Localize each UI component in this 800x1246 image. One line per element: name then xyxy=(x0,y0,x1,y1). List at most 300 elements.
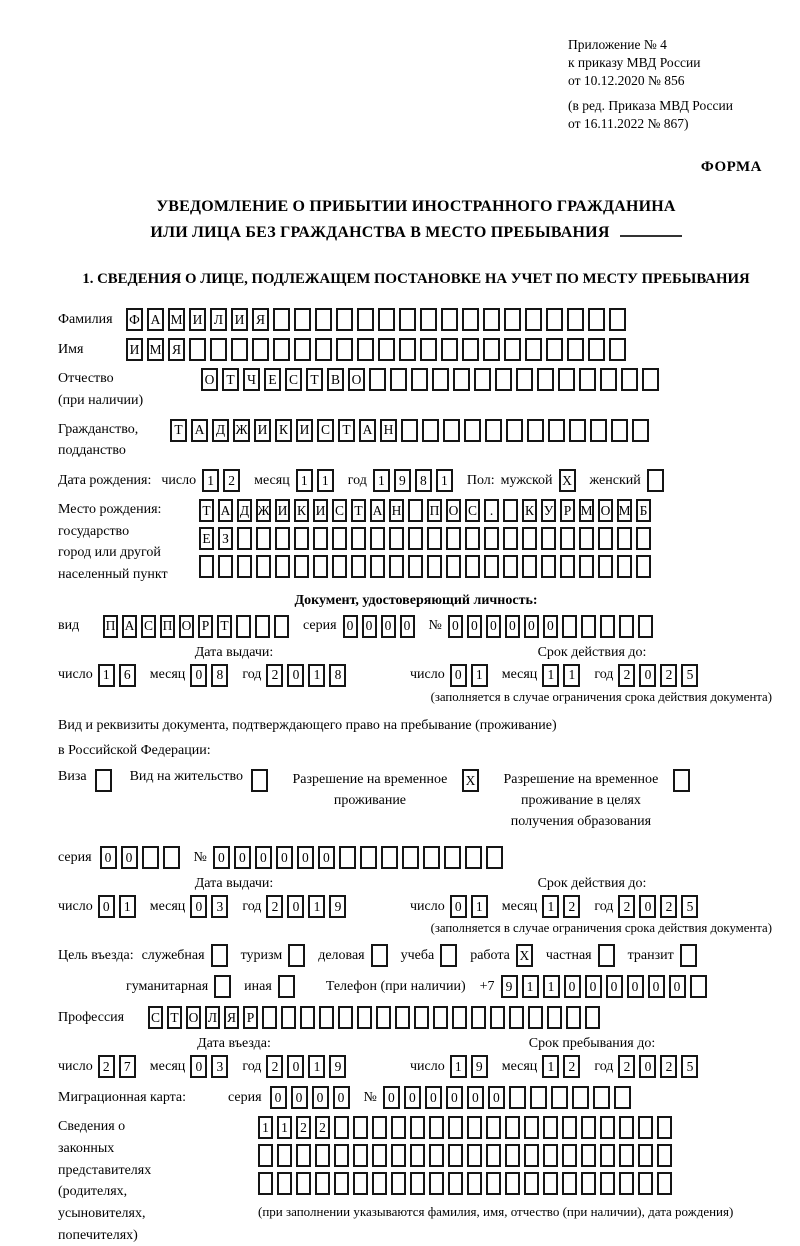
char-cell[interactable] xyxy=(619,1172,634,1195)
char-cell[interactable]: 0 xyxy=(564,975,581,998)
char-cell[interactable]: К xyxy=(294,499,309,522)
char-cell[interactable]: 0 xyxy=(404,1086,421,1109)
char-cell[interactable] xyxy=(617,555,632,578)
char-cell[interactable] xyxy=(420,338,437,361)
char-cell[interactable] xyxy=(632,419,649,442)
char-cell[interactable] xyxy=(372,1172,387,1195)
char-cell[interactable] xyxy=(528,1006,543,1029)
char-cell[interactable]: З xyxy=(218,527,233,550)
char-cell[interactable] xyxy=(527,419,544,442)
char-cell[interactable]: 2 xyxy=(315,1116,330,1139)
char-cell[interactable]: 1 xyxy=(563,664,580,687)
char-cell[interactable] xyxy=(486,1144,501,1167)
char-cell[interactable] xyxy=(294,338,311,361)
char-cell[interactable]: 2 xyxy=(618,664,635,687)
char-cell[interactable] xyxy=(485,419,502,442)
char-cell[interactable]: Я xyxy=(252,308,269,331)
char-cell[interactable]: А xyxy=(122,615,137,638)
char-cell[interactable] xyxy=(484,527,499,550)
char-cell[interactable] xyxy=(372,1144,387,1167)
char-cell[interactable] xyxy=(581,615,596,638)
char-cell[interactable]: А xyxy=(147,308,164,331)
char-cell[interactable] xyxy=(236,615,251,638)
char-cell[interactable] xyxy=(370,527,385,550)
char-cell[interactable] xyxy=(381,846,398,869)
char-cell[interactable]: 0 xyxy=(276,846,293,869)
char-cell[interactable]: 0 xyxy=(190,1055,207,1078)
char-cell[interactable]: 0 xyxy=(450,664,467,687)
char-cell[interactable] xyxy=(486,1116,501,1139)
char-cell[interactable] xyxy=(332,555,347,578)
char-cell[interactable] xyxy=(281,1006,296,1029)
char-cell[interactable] xyxy=(370,555,385,578)
char-cell[interactable] xyxy=(237,555,252,578)
char-cell[interactable] xyxy=(474,368,491,391)
char-cell[interactable] xyxy=(486,846,503,869)
char-cell[interactable] xyxy=(562,615,577,638)
char-cell[interactable] xyxy=(524,1144,539,1167)
char-cell[interactable]: 0 xyxy=(234,846,251,869)
char-cell[interactable]: 0 xyxy=(291,1086,308,1109)
char-cell[interactable] xyxy=(300,1006,315,1029)
char-cell[interactable]: Ч xyxy=(243,368,260,391)
char-cell[interactable]: Е xyxy=(199,527,214,550)
char-cell[interactable]: 2 xyxy=(266,664,283,687)
char-cell[interactable]: 0 xyxy=(585,975,602,998)
char-cell[interactable]: 1 xyxy=(308,664,325,687)
char-cell[interactable] xyxy=(546,338,563,361)
char-cell[interactable] xyxy=(401,419,418,442)
char-cell[interactable]: 3 xyxy=(211,1055,228,1078)
char-cell[interactable] xyxy=(427,555,442,578)
char-cell[interactable] xyxy=(588,308,605,331)
char-cell[interactable] xyxy=(462,338,479,361)
char-cell[interactable] xyxy=(486,1172,501,1195)
char-cell[interactable] xyxy=(600,368,617,391)
char-cell[interactable]: 0 xyxy=(639,1055,656,1078)
char-cell[interactable]: 0 xyxy=(287,1055,304,1078)
char-cell[interactable] xyxy=(410,1116,425,1139)
char-cell[interactable] xyxy=(357,1006,372,1029)
char-cell[interactable]: 0 xyxy=(255,846,272,869)
char-cell[interactable]: И xyxy=(275,499,290,522)
char-cell[interactable]: Р xyxy=(243,1006,258,1029)
char-cell[interactable]: У xyxy=(541,499,556,522)
char-cell[interactable] xyxy=(525,308,542,331)
char-cell[interactable] xyxy=(334,1172,349,1195)
char-cell[interactable]: 9 xyxy=(471,1055,488,1078)
char-cell[interactable]: 0 xyxy=(318,846,335,869)
char-cell[interactable] xyxy=(619,1116,634,1139)
char-cell[interactable] xyxy=(505,1116,520,1139)
char-cell[interactable]: 2 xyxy=(98,1055,115,1078)
char-cell[interactable] xyxy=(505,1172,520,1195)
char-cell[interactable] xyxy=(256,527,271,550)
char-cell[interactable]: 0 xyxy=(213,846,230,869)
char-cell[interactable]: В xyxy=(327,368,344,391)
char-cell[interactable]: Ж xyxy=(256,499,271,522)
char-cell[interactable] xyxy=(288,944,305,967)
char-cell[interactable] xyxy=(579,368,596,391)
char-cell[interactable] xyxy=(690,975,707,998)
char-cell[interactable] xyxy=(258,1144,273,1167)
char-cell[interactable]: 1 xyxy=(543,975,560,998)
char-cell[interactable] xyxy=(351,555,366,578)
char-cell[interactable] xyxy=(275,555,290,578)
char-cell[interactable]: П xyxy=(160,615,175,638)
char-cell[interactable]: 8 xyxy=(415,469,432,492)
char-cell[interactable]: 0 xyxy=(467,1086,484,1109)
char-cell[interactable]: 1 xyxy=(542,664,559,687)
char-cell[interactable] xyxy=(423,846,440,869)
char-cell[interactable]: 0 xyxy=(270,1086,287,1109)
char-cell[interactable] xyxy=(598,527,613,550)
char-cell[interactable] xyxy=(351,527,366,550)
char-cell[interactable] xyxy=(420,308,437,331)
char-cell[interactable] xyxy=(548,419,565,442)
char-cell[interactable]: 2 xyxy=(660,1055,677,1078)
char-cell[interactable]: М xyxy=(147,338,164,361)
char-cell[interactable] xyxy=(611,419,628,442)
char-cell[interactable] xyxy=(522,527,537,550)
char-cell[interactable]: 8 xyxy=(329,664,346,687)
char-cell[interactable] xyxy=(448,1144,463,1167)
char-cell[interactable] xyxy=(441,308,458,331)
char-cell[interactable] xyxy=(336,338,353,361)
char-cell[interactable] xyxy=(422,419,439,442)
char-cell[interactable] xyxy=(452,1006,467,1029)
char-cell[interactable] xyxy=(581,1116,596,1139)
char-cell[interactable] xyxy=(371,944,388,967)
char-cell[interactable]: 1 xyxy=(308,1055,325,1078)
char-cell[interactable] xyxy=(504,338,521,361)
char-cell[interactable] xyxy=(433,1006,448,1029)
char-cell[interactable] xyxy=(657,1172,672,1195)
char-cell[interactable] xyxy=(410,1144,425,1167)
char-cell[interactable]: 0 xyxy=(450,895,467,918)
char-cell[interactable] xyxy=(427,527,442,550)
char-cell[interactable] xyxy=(410,1172,425,1195)
char-cell[interactable]: 2 xyxy=(266,1055,283,1078)
char-cell[interactable]: 0 xyxy=(121,846,138,869)
char-cell[interactable] xyxy=(619,615,634,638)
char-cell[interactable] xyxy=(522,555,537,578)
char-cell[interactable]: 2 xyxy=(618,895,635,918)
char-cell[interactable]: Р xyxy=(560,499,575,522)
char-cell[interactable]: 1 xyxy=(258,1116,273,1139)
char-cell[interactable] xyxy=(255,615,270,638)
char-cell[interactable]: 2 xyxy=(296,1116,311,1139)
char-cell[interactable] xyxy=(483,338,500,361)
char-cell[interactable] xyxy=(490,1006,505,1029)
char-cell[interactable]: 0 xyxy=(190,895,207,918)
char-cell[interactable]: 1 xyxy=(436,469,453,492)
char-cell[interactable] xyxy=(251,769,268,792)
char-cell[interactable]: 0 xyxy=(467,615,482,638)
char-cell[interactable] xyxy=(313,527,328,550)
char-cell[interactable]: 0 xyxy=(400,615,415,638)
char-cell[interactable] xyxy=(567,308,584,331)
char-cell[interactable] xyxy=(567,338,584,361)
char-cell[interactable] xyxy=(572,1086,589,1109)
char-cell[interactable] xyxy=(504,308,521,331)
char-cell[interactable]: Т xyxy=(167,1006,182,1029)
char-cell[interactable]: О xyxy=(186,1006,201,1029)
char-cell[interactable] xyxy=(237,527,252,550)
char-cell[interactable]: 2 xyxy=(660,895,677,918)
char-cell[interactable] xyxy=(506,419,523,442)
char-cell[interactable] xyxy=(636,527,651,550)
char-cell[interactable]: Е xyxy=(264,368,281,391)
char-cell[interactable]: Т xyxy=(170,419,187,442)
char-cell[interactable] xyxy=(541,527,556,550)
char-cell[interactable]: К xyxy=(522,499,537,522)
char-cell[interactable] xyxy=(448,1172,463,1195)
char-cell[interactable] xyxy=(231,338,248,361)
char-cell[interactable]: Т xyxy=(351,499,366,522)
char-cell[interactable]: М xyxy=(617,499,632,522)
char-cell[interactable] xyxy=(617,527,632,550)
char-cell[interactable]: И xyxy=(254,419,271,442)
char-cell[interactable] xyxy=(558,368,575,391)
char-cell[interactable]: 2 xyxy=(618,1055,635,1078)
char-cell[interactable] xyxy=(446,555,461,578)
char-cell[interactable] xyxy=(275,527,290,550)
char-cell[interactable]: X xyxy=(462,769,479,792)
char-cell[interactable] xyxy=(543,1144,558,1167)
char-cell[interactable] xyxy=(495,368,512,391)
char-cell[interactable]: 5 xyxy=(681,895,698,918)
char-cell[interactable] xyxy=(315,1172,330,1195)
char-cell[interactable] xyxy=(262,1006,277,1029)
char-cell[interactable] xyxy=(441,338,458,361)
char-cell[interactable]: С xyxy=(285,368,302,391)
char-cell[interactable] xyxy=(524,1172,539,1195)
char-cell[interactable] xyxy=(543,1116,558,1139)
char-cell[interactable] xyxy=(562,1172,577,1195)
char-cell[interactable] xyxy=(443,419,460,442)
char-cell[interactable]: А xyxy=(359,419,376,442)
char-cell[interactable]: Т xyxy=(199,499,214,522)
char-cell[interactable] xyxy=(524,1116,539,1139)
char-cell[interactable]: 2 xyxy=(266,895,283,918)
char-cell[interactable]: М xyxy=(579,499,594,522)
char-cell[interactable] xyxy=(357,308,374,331)
char-cell[interactable]: 1 xyxy=(308,895,325,918)
char-cell[interactable] xyxy=(95,769,112,792)
char-cell[interactable] xyxy=(503,499,518,522)
char-cell[interactable]: И xyxy=(189,308,206,331)
char-cell[interactable] xyxy=(353,1172,368,1195)
char-cell[interactable]: 2 xyxy=(563,895,580,918)
char-cell[interactable]: Н xyxy=(389,499,404,522)
char-cell[interactable] xyxy=(453,368,470,391)
char-cell[interactable]: А xyxy=(218,499,233,522)
char-cell[interactable] xyxy=(315,338,332,361)
char-cell[interactable] xyxy=(294,555,309,578)
char-cell[interactable]: 1 xyxy=(119,895,136,918)
char-cell[interactable] xyxy=(353,1116,368,1139)
char-cell[interactable] xyxy=(399,308,416,331)
char-cell[interactable] xyxy=(378,338,395,361)
char-cell[interactable] xyxy=(414,1006,429,1029)
char-cell[interactable] xyxy=(600,1144,615,1167)
char-cell[interactable]: Н xyxy=(380,419,397,442)
char-cell[interactable] xyxy=(562,1144,577,1167)
char-cell[interactable] xyxy=(199,555,214,578)
char-cell[interactable]: К xyxy=(275,419,292,442)
char-cell[interactable] xyxy=(296,1172,311,1195)
char-cell[interactable] xyxy=(294,308,311,331)
char-cell[interactable]: 0 xyxy=(524,615,539,638)
char-cell[interactable] xyxy=(581,1144,596,1167)
char-cell[interactable] xyxy=(560,555,575,578)
char-cell[interactable]: 1 xyxy=(471,895,488,918)
char-cell[interactable] xyxy=(566,1006,581,1029)
char-cell[interactable] xyxy=(614,1086,631,1109)
char-cell[interactable] xyxy=(446,527,461,550)
char-cell[interactable]: О xyxy=(598,499,613,522)
char-cell[interactable] xyxy=(585,1006,600,1029)
char-cell[interactable] xyxy=(509,1086,526,1109)
char-cell[interactable]: О xyxy=(348,368,365,391)
char-cell[interactable] xyxy=(336,308,353,331)
char-cell[interactable]: Б xyxy=(636,499,651,522)
char-cell[interactable] xyxy=(357,338,374,361)
char-cell[interactable] xyxy=(372,1116,387,1139)
char-cell[interactable] xyxy=(467,1116,482,1139)
char-cell[interactable] xyxy=(376,1006,391,1029)
char-cell[interactable] xyxy=(483,308,500,331)
char-cell[interactable] xyxy=(562,1116,577,1139)
char-cell[interactable] xyxy=(210,338,227,361)
char-cell[interactable] xyxy=(214,975,231,998)
char-cell[interactable]: 0 xyxy=(488,1086,505,1109)
char-cell[interactable]: М xyxy=(168,308,185,331)
char-cell[interactable] xyxy=(440,944,457,967)
char-cell[interactable]: 0 xyxy=(639,664,656,687)
char-cell[interactable]: И xyxy=(126,338,143,361)
char-cell[interactable] xyxy=(471,1006,486,1029)
char-cell[interactable] xyxy=(569,419,586,442)
char-cell[interactable]: И xyxy=(296,419,313,442)
char-cell[interactable] xyxy=(467,1144,482,1167)
char-cell[interactable] xyxy=(391,1116,406,1139)
char-cell[interactable]: 0 xyxy=(446,1086,463,1109)
char-cell[interactable] xyxy=(334,1144,349,1167)
char-cell[interactable] xyxy=(258,1172,273,1195)
char-cell[interactable]: 6 xyxy=(119,664,136,687)
char-cell[interactable]: И xyxy=(231,308,248,331)
char-cell[interactable] xyxy=(411,368,428,391)
char-cell[interactable]: 0 xyxy=(627,975,644,998)
char-cell[interactable] xyxy=(579,555,594,578)
char-cell[interactable] xyxy=(189,338,206,361)
char-cell[interactable]: Ж xyxy=(233,419,250,442)
char-cell[interactable] xyxy=(484,555,499,578)
char-cell[interactable] xyxy=(598,944,615,967)
char-cell[interactable]: П xyxy=(103,615,118,638)
char-cell[interactable] xyxy=(657,1144,672,1167)
char-cell[interactable]: 0 xyxy=(543,615,558,638)
char-cell[interactable]: 0 xyxy=(448,615,463,638)
char-cell[interactable] xyxy=(391,1172,406,1195)
char-cell[interactable]: 0 xyxy=(343,615,358,638)
char-cell[interactable]: 0 xyxy=(639,895,656,918)
char-cell[interactable]: 9 xyxy=(329,1055,346,1078)
char-cell[interactable]: Ф xyxy=(126,308,143,331)
char-cell[interactable] xyxy=(609,338,626,361)
char-cell[interactable]: Т xyxy=(222,368,239,391)
char-cell[interactable] xyxy=(503,527,518,550)
char-cell[interactable] xyxy=(274,615,289,638)
char-cell[interactable]: Я xyxy=(168,338,185,361)
char-cell[interactable] xyxy=(332,527,347,550)
char-cell[interactable]: 0 xyxy=(190,664,207,687)
char-cell[interactable]: О xyxy=(201,368,218,391)
char-cell[interactable]: 8 xyxy=(211,664,228,687)
char-cell[interactable]: 9 xyxy=(501,975,518,998)
char-cell[interactable]: 1 xyxy=(522,975,539,998)
char-cell[interactable] xyxy=(277,1172,292,1195)
char-cell[interactable]: С xyxy=(148,1006,163,1029)
char-cell[interactable] xyxy=(273,338,290,361)
char-cell[interactable]: 1 xyxy=(373,469,390,492)
char-cell[interactable]: С xyxy=(465,499,480,522)
char-cell[interactable] xyxy=(551,1086,568,1109)
char-cell[interactable] xyxy=(391,1144,406,1167)
char-cell[interactable]: 7 xyxy=(119,1055,136,1078)
char-cell[interactable]: 0 xyxy=(312,1086,329,1109)
char-cell[interactable] xyxy=(541,555,556,578)
char-cell[interactable] xyxy=(600,1116,615,1139)
char-cell[interactable] xyxy=(395,1006,410,1029)
char-cell[interactable] xyxy=(642,368,659,391)
char-cell[interactable] xyxy=(402,846,419,869)
char-cell[interactable] xyxy=(389,527,404,550)
char-cell[interactable]: 1 xyxy=(450,1055,467,1078)
char-cell[interactable] xyxy=(390,368,407,391)
char-cell[interactable]: Т xyxy=(338,419,355,442)
char-cell[interactable]: 1 xyxy=(542,1055,559,1078)
char-cell[interactable]: 0 xyxy=(98,895,115,918)
char-cell[interactable] xyxy=(294,527,309,550)
char-cell[interactable] xyxy=(593,1086,610,1109)
char-cell[interactable]: 9 xyxy=(394,469,411,492)
char-cell[interactable]: 9 xyxy=(329,895,346,918)
char-cell[interactable] xyxy=(339,846,356,869)
char-cell[interactable]: . xyxy=(484,499,499,522)
char-cell[interactable] xyxy=(560,527,575,550)
char-cell[interactable]: 0 xyxy=(486,615,501,638)
char-cell[interactable]: 0 xyxy=(100,846,117,869)
char-cell[interactable]: Д xyxy=(212,419,229,442)
char-cell[interactable] xyxy=(647,469,664,492)
char-cell[interactable] xyxy=(600,1172,615,1195)
char-cell[interactable]: 0 xyxy=(648,975,665,998)
char-cell[interactable] xyxy=(429,1172,444,1195)
char-cell[interactable] xyxy=(389,555,404,578)
char-cell[interactable]: С xyxy=(141,615,156,638)
char-cell[interactable] xyxy=(353,1144,368,1167)
char-cell[interactable]: Я xyxy=(224,1006,239,1029)
char-cell[interactable] xyxy=(636,555,651,578)
char-cell[interactable]: Р xyxy=(198,615,213,638)
char-cell[interactable] xyxy=(369,368,386,391)
char-cell[interactable] xyxy=(525,338,542,361)
char-cell[interactable]: 5 xyxy=(681,664,698,687)
char-cell[interactable] xyxy=(462,308,479,331)
